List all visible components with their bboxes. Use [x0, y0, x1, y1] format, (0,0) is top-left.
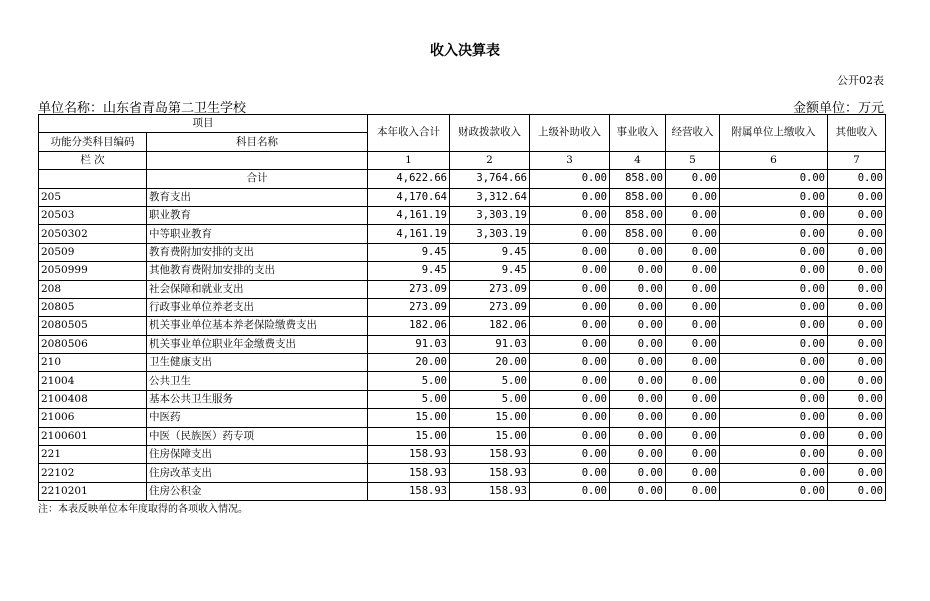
amount-cell: 158.93: [368, 464, 450, 482]
amount-cell: 0.00: [666, 409, 720, 427]
amount-cell: 0.00: [720, 427, 828, 445]
project-header: 项目: [39, 115, 368, 133]
amount-cell: 0.00: [720, 280, 828, 298]
amount-cell: 0.00: [666, 262, 720, 280]
amount-cell: 9.45: [368, 262, 450, 280]
amount-cell: 182.06: [368, 317, 450, 335]
amount-cell: 0.00: [530, 243, 610, 261]
col-label-blank: [147, 151, 368, 169]
amount-cell: 0.00: [530, 298, 610, 316]
func-code-cell: 2080506: [39, 335, 147, 353]
amount-cell: 9.45: [450, 243, 530, 261]
unit-name: 单位名称：山东省青岛第二卫生学校: [38, 101, 247, 116]
func-code-cell: 2210201: [39, 482, 147, 500]
subject-name-cell: 中医（民族医）药专项: [147, 427, 368, 445]
amount-cell: 0.00: [610, 427, 666, 445]
amount-cell: 0.00: [720, 243, 828, 261]
subject-name-cell: 公共卫生: [147, 372, 368, 390]
table-row: [39, 409, 886, 427]
col-number: 2: [450, 151, 530, 169]
table-row: [39, 243, 886, 261]
amount-cell: 0.00: [828, 427, 886, 445]
table-row: [39, 188, 886, 206]
amount-cell: 0.00: [720, 206, 828, 224]
col-number: 1: [368, 151, 450, 169]
amount-cell: 158.93: [450, 482, 530, 500]
amount-cell: 158.93: [450, 446, 530, 464]
func-code-cell: 20503: [39, 206, 147, 224]
total-cell: 4,622.66: [368, 170, 450, 188]
amount-cell: 0.00: [530, 390, 610, 408]
page-title: 收入决算表: [430, 43, 500, 59]
table-row: [39, 482, 886, 500]
amount-cell: 0.00: [530, 262, 610, 280]
col-number: 7: [828, 151, 886, 169]
amount-cell: 0.00: [666, 317, 720, 335]
amount-cell: 0.00: [610, 372, 666, 390]
col-number: 6: [720, 151, 828, 169]
subject-name-cell: 卫生健康支出: [147, 354, 368, 372]
amount-cell: 91.03: [450, 335, 530, 353]
amount-cell: 158.93: [450, 464, 530, 482]
amount-cell: 0.00: [720, 372, 828, 390]
table-row: [39, 372, 886, 390]
amount-cell: 858.00: [610, 225, 666, 243]
amount-cell: 0.00: [720, 317, 828, 335]
amount-cell: 0.00: [666, 482, 720, 500]
amount-cell: 15.00: [368, 427, 450, 445]
amount-cell: 0.00: [720, 354, 828, 372]
func-code-cell: 20805: [39, 298, 147, 316]
amount-cell: 0.00: [720, 464, 828, 482]
amount-cell: 0.00: [530, 317, 610, 335]
col-label: 栏 次: [39, 151, 147, 169]
col-number: 5: [666, 151, 720, 169]
amount-cell: 0.00: [530, 482, 610, 500]
amount-cell: 5.00: [450, 372, 530, 390]
amount-cell: 0.00: [828, 262, 886, 280]
amount-cell: 158.93: [368, 482, 450, 500]
table-row: [39, 464, 886, 482]
subject-name-cell: 机关事业单位职业年金缴费支出: [147, 335, 368, 353]
amount-cell: 0.00: [530, 427, 610, 445]
amount-cell: 0.00: [828, 354, 886, 372]
amount-cell: 0.00: [828, 335, 886, 353]
amount-cell: 0.00: [610, 482, 666, 500]
func-code-cell: 208: [39, 280, 147, 298]
amount-cell: 0.00: [610, 446, 666, 464]
func-code-cell: 22102: [39, 464, 147, 482]
col-number: 3: [530, 151, 610, 169]
amount-cell: 0.00: [828, 464, 886, 482]
amount-cell: 273.09: [368, 280, 450, 298]
table-row: [39, 446, 886, 464]
subject-name-cell: 其他教育费附加安排的支出: [147, 262, 368, 280]
total-cell: 0.00: [666, 170, 720, 188]
total-cell: 0.00: [530, 170, 610, 188]
amount-cell: 0.00: [610, 243, 666, 261]
amount-cell: 0.00: [530, 464, 610, 482]
table-row: [39, 427, 886, 445]
func-code-cell: 2100408: [39, 390, 147, 408]
table-row: [39, 225, 886, 243]
amount-cell: 0.00: [828, 188, 886, 206]
subject-name-cell: 职业教育: [147, 206, 368, 224]
table-row: [39, 206, 886, 224]
func-code-cell: 2050302: [39, 225, 147, 243]
amount-cell: 0.00: [610, 335, 666, 353]
amount-cell: 0.00: [720, 335, 828, 353]
table-row: [39, 354, 886, 372]
amount-cell: 0.00: [720, 482, 828, 500]
total-row: [39, 170, 886, 188]
amount-cell: 0.00: [530, 409, 610, 427]
amount-cell: 0.00: [720, 390, 828, 408]
amount-unit: 金额单位：万元: [792, 101, 884, 116]
table-row: [39, 262, 886, 280]
amount-cell: 20.00: [450, 354, 530, 372]
amount-cell: 0.00: [610, 464, 666, 482]
amount-cell: 0.00: [666, 335, 720, 353]
amount-cell: 0.00: [530, 280, 610, 298]
table-row: [39, 317, 886, 335]
amount-cell: 0.00: [666, 372, 720, 390]
amount-cell: 5.00: [368, 372, 450, 390]
amount-cell: 4,161.19: [368, 206, 450, 224]
amount-cell: 0.00: [530, 372, 610, 390]
amount-cell: 20.00: [368, 354, 450, 372]
col-header-fiscal: 财政拨款收入: [450, 115, 530, 152]
amount-cell: 0.00: [610, 390, 666, 408]
amount-cell: 0.00: [828, 482, 886, 500]
amount-cell: 0.00: [610, 280, 666, 298]
amount-cell: 0.00: [666, 225, 720, 243]
amount-cell: 858.00: [610, 206, 666, 224]
amount-cell: 15.00: [450, 409, 530, 427]
amount-cell: 3,303.19: [450, 206, 530, 224]
subject-name-cell: 住房公积金: [147, 482, 368, 500]
col-header-total: 本年收入合计: [368, 115, 450, 152]
func-code-header: 功能分类科目编码: [39, 133, 147, 151]
amount-cell: 273.09: [450, 280, 530, 298]
func-code-cell: 20509: [39, 243, 147, 261]
amount-cell: 0.00: [828, 206, 886, 224]
total-cell: 3,764.66: [450, 170, 530, 188]
amount-cell: 0.00: [828, 390, 886, 408]
amount-cell: 158.93: [368, 446, 450, 464]
header-row-1: [39, 115, 886, 133]
amount-cell: 0.00: [720, 409, 828, 427]
amount-cell: 0.00: [666, 206, 720, 224]
amount-cell: 0.00: [666, 243, 720, 261]
amount-cell: 0.00: [610, 354, 666, 372]
subject-name-header: 科目名称: [147, 133, 368, 151]
amount-cell: 5.00: [450, 390, 530, 408]
amount-cell: 0.00: [530, 354, 610, 372]
amount-cell: 0.00: [720, 225, 828, 243]
amount-cell: 0.00: [530, 188, 610, 206]
col-header-operating: 经营收入: [666, 115, 720, 152]
total-label: 合计: [147, 170, 368, 188]
amount-cell: 0.00: [666, 427, 720, 445]
amount-cell: 0.00: [666, 390, 720, 408]
func-code-cell: 210: [39, 354, 147, 372]
amount-cell: 0.00: [828, 409, 886, 427]
total-cell: 0.00: [720, 170, 828, 188]
table-row: [39, 390, 886, 408]
amount-cell: 0.00: [610, 262, 666, 280]
subject-name-cell: 行政事业单位养老支出: [147, 298, 368, 316]
amount-cell: 0.00: [610, 317, 666, 335]
total-cell: 858.00: [610, 170, 666, 188]
func-code-cell: 221: [39, 446, 147, 464]
func-code-cell: 2050999: [39, 262, 147, 280]
amount-cell: 0.00: [530, 206, 610, 224]
amount-cell: 0.00: [828, 243, 886, 261]
func-code-cell: 205: [39, 188, 147, 206]
amount-cell: 0.00: [530, 335, 610, 353]
col-header-business: 事业收入: [610, 115, 666, 152]
amount-cell: 0.00: [666, 280, 720, 298]
col-header-subsidiary: 附属单位上缴收入: [720, 115, 828, 152]
amount-cell: 9.45: [450, 262, 530, 280]
table-row: [39, 298, 886, 316]
subject-name-cell: 基本公共卫生服务: [147, 390, 368, 408]
amount-cell: 3,312.64: [450, 188, 530, 206]
amount-cell: 858.00: [610, 188, 666, 206]
amount-cell: 0.00: [828, 446, 886, 464]
col-header-other: 其他收入: [828, 115, 886, 152]
amount-cell: 0.00: [666, 446, 720, 464]
amount-cell: 273.09: [368, 298, 450, 316]
amount-cell: 3,303.19: [450, 225, 530, 243]
footnote: 注：本表反映单位本年度取得的各项收入情况。: [38, 504, 248, 515]
amount-cell: 4,161.19: [368, 225, 450, 243]
amount-cell: 9.45: [368, 243, 450, 261]
subject-name-cell: 住房保障支出: [147, 446, 368, 464]
amount-cell: 0.00: [666, 188, 720, 206]
amount-cell: 0.00: [610, 409, 666, 427]
amount-cell: 0.00: [610, 298, 666, 316]
income-table: [38, 114, 886, 501]
table-row: [39, 280, 886, 298]
func-code-cell: 21006: [39, 409, 147, 427]
col-header-superior: 上级补助收入: [530, 115, 610, 152]
func-code-cell: 21004: [39, 372, 147, 390]
amount-cell: 0.00: [720, 262, 828, 280]
amount-cell: 0.00: [828, 372, 886, 390]
amount-cell: 0.00: [828, 298, 886, 316]
subject-name-cell: 住房改革支出: [147, 464, 368, 482]
subject-name-cell: 教育费附加安排的支出: [147, 243, 368, 261]
subject-name-cell: 教育支出: [147, 188, 368, 206]
func-code-cell: 2100601: [39, 427, 147, 445]
amount-cell: 273.09: [450, 298, 530, 316]
total-cell: 0.00: [828, 170, 886, 188]
column-number-row: [39, 151, 886, 169]
amount-cell: 0.00: [666, 464, 720, 482]
amount-cell: 15.00: [368, 409, 450, 427]
amount-cell: 0.00: [828, 317, 886, 335]
amount-cell: 4,170.64: [368, 188, 450, 206]
amount-cell: 0.00: [666, 298, 720, 316]
col-number: 4: [610, 151, 666, 169]
amount-cell: 0.00: [720, 188, 828, 206]
total-code-blank: [39, 170, 147, 188]
subject-name-cell: 社会保障和就业支出: [147, 280, 368, 298]
subject-name-cell: 机关事业单位基本养老保险缴费支出: [147, 317, 368, 335]
amount-cell: 5.00: [368, 390, 450, 408]
amount-cell: 0.00: [828, 280, 886, 298]
amount-cell: 15.00: [450, 427, 530, 445]
subject-name-cell: 中等职业教育: [147, 225, 368, 243]
subject-name-cell: 中医药: [147, 409, 368, 427]
amount-cell: 91.03: [368, 335, 450, 353]
func-code-cell: 2080505: [39, 317, 147, 335]
amount-cell: 0.00: [720, 298, 828, 316]
amount-cell: 182.06: [450, 317, 530, 335]
table-row: [39, 335, 886, 353]
amount-cell: 0.00: [828, 225, 886, 243]
amount-cell: 0.00: [720, 446, 828, 464]
amount-cell: 0.00: [530, 225, 610, 243]
form-code: 公开02表: [837, 74, 884, 87]
amount-cell: 0.00: [666, 354, 720, 372]
amount-cell: 0.00: [530, 446, 610, 464]
